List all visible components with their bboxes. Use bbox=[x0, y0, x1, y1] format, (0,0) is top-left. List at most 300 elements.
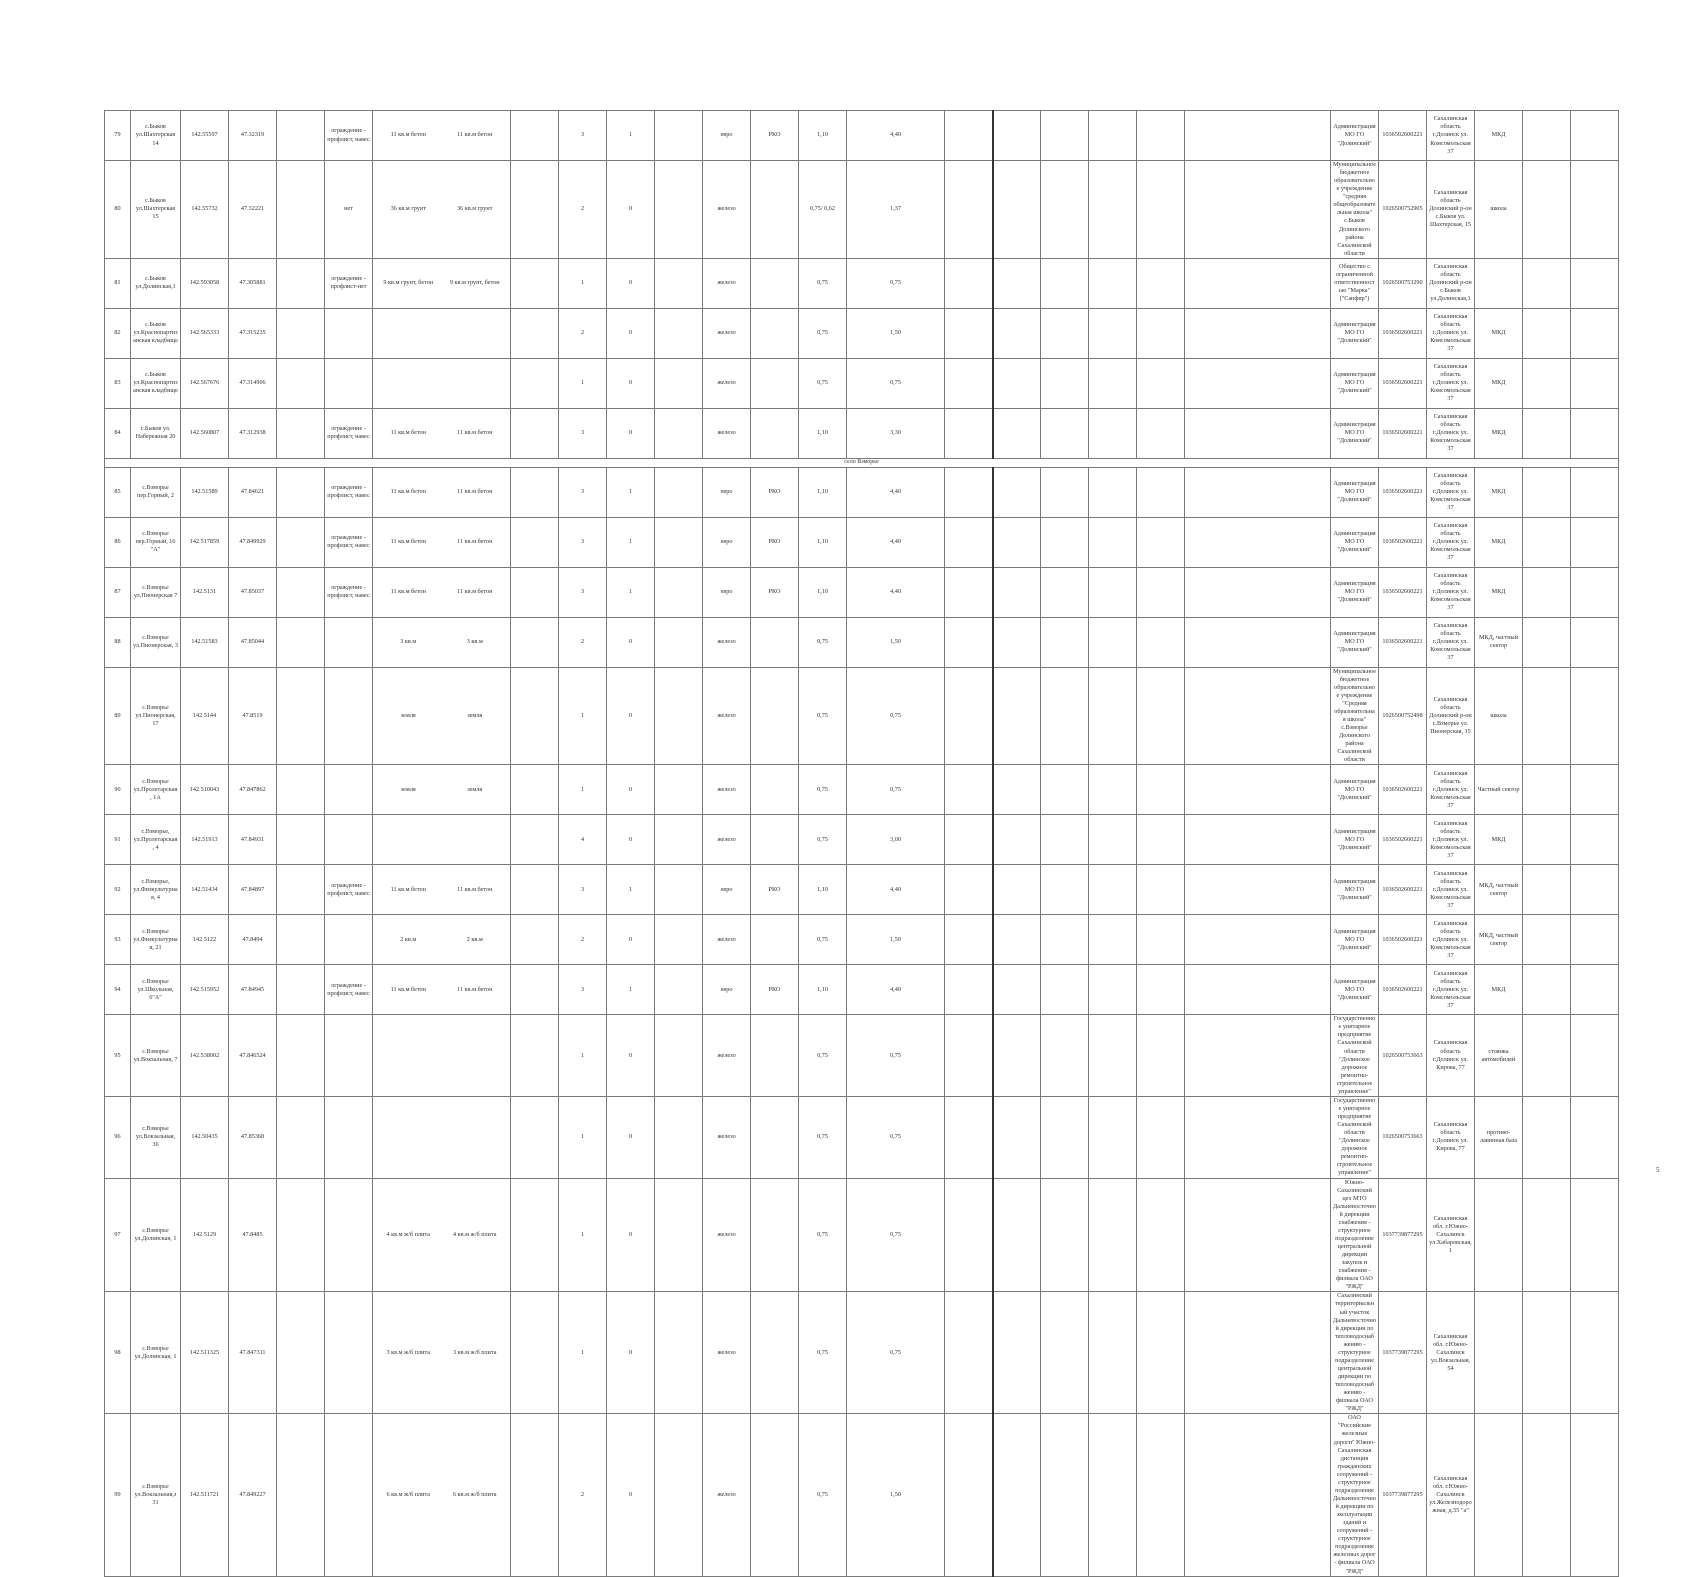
cell-empty-1 bbox=[277, 567, 325, 617]
cell-ogrn: 1036502600221 bbox=[1379, 765, 1427, 815]
cell-empty-9 bbox=[1185, 567, 1331, 617]
cell-fence bbox=[325, 308, 373, 358]
cell-volume: 0,75 bbox=[799, 1292, 847, 1414]
cell-fence: нет bbox=[325, 161, 373, 259]
cell-surface-value: 11 кв.м бетон bbox=[390, 588, 426, 596]
cell-empty-6 bbox=[1041, 815, 1089, 865]
cell-empty-10 bbox=[1523, 1178, 1571, 1292]
cell-material bbox=[751, 667, 799, 765]
cell-volume: 1,10 bbox=[799, 111, 847, 161]
cell-source: МКД bbox=[1475, 111, 1523, 161]
cell-empty-5 bbox=[993, 517, 1041, 567]
cell-empty-1 bbox=[277, 358, 325, 408]
cell-ogrn: 1026500753663 bbox=[1379, 1015, 1427, 1097]
cell-count-b: 0 bbox=[607, 1015, 655, 1097]
cell-volume: 0,75 bbox=[799, 1178, 847, 1292]
cell-container: евро bbox=[703, 517, 751, 567]
cell-fence bbox=[325, 1096, 373, 1178]
section-row bbox=[105, 458, 1619, 467]
cell-ogrn: 1037739877295 bbox=[1379, 1414, 1427, 1576]
cell-empty-4 bbox=[945, 467, 993, 517]
cell-ogrn: 1036502600221 bbox=[1379, 358, 1427, 408]
cell-address: с.Взморье ул.Пионерская, 17 bbox=[131, 667, 181, 765]
cell-area-value: 36 кв.м грунт bbox=[457, 205, 493, 213]
cell-empty-8 bbox=[1137, 258, 1185, 308]
cell-owner: Администрация МО ГО "Долинский" bbox=[1331, 617, 1379, 667]
cell-num: 87 bbox=[105, 567, 131, 617]
cell-empty-3 bbox=[655, 617, 703, 667]
cell-empty-1 bbox=[277, 467, 325, 517]
cell-empty-1 bbox=[277, 815, 325, 865]
cell-volume: 1,10 bbox=[799, 865, 847, 915]
cell-empty-1 bbox=[277, 1292, 325, 1414]
cell-address: с.Быков ул.Краснопартизанская кладбище bbox=[131, 308, 181, 358]
cell-count-b: 0 bbox=[607, 161, 655, 259]
cell-lat: 47.8519 bbox=[229, 667, 277, 765]
cell-empty-2 bbox=[511, 567, 559, 617]
cell-lat: 47.8485 bbox=[229, 1178, 277, 1292]
table-row bbox=[105, 1178, 1619, 1292]
cell-fence bbox=[325, 1015, 373, 1097]
cell-container: железо bbox=[703, 1292, 751, 1414]
cell-empty-11 bbox=[1571, 467, 1619, 517]
cell-empty-1 bbox=[277, 915, 325, 965]
cell-owner: ОАО "Российские железные дороги" Южно-Сахалинская дистанция гражданских сооружений - структурное подразделение Дальневосточной дирекции по эксплуатации зданий и сооружений - структурное подразделение железных дорог - филиала ОАО "РЖД" bbox=[1331, 1414, 1379, 1576]
cell-empty-9 bbox=[1185, 667, 1331, 765]
cell-material: РКО bbox=[751, 567, 799, 617]
cell-empty-3 bbox=[655, 765, 703, 815]
cell-fence bbox=[325, 358, 373, 408]
cell-empty-7 bbox=[1089, 1414, 1137, 1576]
cell-empty-11 bbox=[1571, 915, 1619, 965]
cell-owner-address: Сахалинская область Долинский р-он с.Взморье ул. Пионерская, 15 bbox=[1427, 667, 1475, 765]
cell-empty-7 bbox=[1089, 517, 1137, 567]
cell-empty-9 bbox=[1185, 1414, 1331, 1576]
cell-container: евро bbox=[703, 965, 751, 1015]
cell-surface-value: 2 кв.м bbox=[400, 935, 417, 943]
cell-empty-6 bbox=[1041, 1015, 1089, 1097]
cell-owner-address: Сахалинская область г.Долинск ул. Комсомольская 37 bbox=[1427, 308, 1475, 358]
cell-empty-8 bbox=[1137, 358, 1185, 408]
cell-empty-5 bbox=[993, 111, 1041, 161]
cell-empty-2 bbox=[511, 865, 559, 915]
cell-surface bbox=[373, 408, 511, 458]
cell-container: железо bbox=[703, 915, 751, 965]
cell-volume: 0,75 bbox=[799, 915, 847, 965]
cell-owner: Администрация МО ГО "Долинский" bbox=[1331, 308, 1379, 358]
cell-material bbox=[751, 308, 799, 358]
cell-empty-7 bbox=[1089, 308, 1137, 358]
cell-fence: ограждение - профлист, навес bbox=[325, 111, 373, 161]
cell-empty-2 bbox=[511, 517, 559, 567]
cell-source bbox=[1475, 1292, 1523, 1414]
cell-lat: 47.85044 bbox=[229, 617, 277, 667]
table-row bbox=[105, 1015, 1619, 1097]
cell-ogrn: 1036502600221 bbox=[1379, 815, 1427, 865]
cell-empty-10 bbox=[1523, 667, 1571, 765]
cell-count-a: 3 bbox=[559, 408, 607, 458]
cell-total: 0,75 bbox=[847, 765, 945, 815]
cell-fence bbox=[325, 1414, 373, 1576]
cell-address: с.Взморье ул.Пионерская 7 bbox=[131, 567, 181, 617]
cell-empty-6 bbox=[1041, 358, 1089, 408]
cell-count-a: 1 bbox=[559, 1096, 607, 1178]
cell-fence: ограждение - профлист, навес bbox=[325, 467, 373, 517]
cell-address: с.Взморье ул.Вокзальная, 7 bbox=[131, 1015, 181, 1097]
cell-empty-1 bbox=[277, 865, 325, 915]
cell-empty-11 bbox=[1571, 161, 1619, 259]
cell-area-value: 11 кв.м бетон bbox=[457, 538, 493, 546]
cell-owner: Администрация МО ГО "Долинский" bbox=[1331, 358, 1379, 408]
cell-empty-8 bbox=[1137, 111, 1185, 161]
cell-empty-4 bbox=[945, 111, 993, 161]
cell-empty-11 bbox=[1571, 111, 1619, 161]
cell-count-a: 2 bbox=[559, 915, 607, 965]
cell-empty-6 bbox=[1041, 408, 1089, 458]
cell-empty-6 bbox=[1041, 1096, 1089, 1178]
cell-lon: 142.55732 bbox=[181, 161, 229, 259]
cell-empty-5 bbox=[993, 815, 1041, 865]
cell-container: железо bbox=[703, 308, 751, 358]
cell-owner-address: Сахалинская область г.Долинск ул. Комсомольская 37 bbox=[1427, 467, 1475, 517]
cell-fence: ограждение - профлист, навес bbox=[325, 408, 373, 458]
cell-empty-3 bbox=[655, 1015, 703, 1097]
cell-empty-7 bbox=[1089, 617, 1137, 667]
cell-surface bbox=[373, 467, 511, 517]
cell-owner: Администрация МО ГО "Долинский" bbox=[1331, 408, 1379, 458]
cell-empty-6 bbox=[1041, 258, 1089, 308]
cell-empty-10 bbox=[1523, 765, 1571, 815]
cell-empty-9 bbox=[1185, 358, 1331, 408]
cell-owner: Муниципальное бюджетное образовательное учреждение "Средняя образовательная школа" с.Взморье Долинского района Сахалинской области bbox=[1331, 667, 1379, 765]
cell-source: МКД, частный сектор bbox=[1475, 915, 1523, 965]
cell-num: 97 bbox=[105, 1178, 131, 1292]
cell-surface-value: 11 кв.м бетон bbox=[390, 429, 426, 437]
cell-surface bbox=[373, 815, 511, 865]
cell-count-a: 3 bbox=[559, 567, 607, 617]
cell-count-b: 1 bbox=[607, 567, 655, 617]
cell-volume: 0,75 bbox=[799, 1414, 847, 1576]
cell-surface bbox=[373, 1015, 511, 1097]
cell-lat: 47.84945 bbox=[229, 965, 277, 1015]
cell-fence bbox=[325, 815, 373, 865]
cell-lat: 47.846524 bbox=[229, 1015, 277, 1097]
cell-total: 1,37 bbox=[847, 161, 945, 259]
cell-empty-9 bbox=[1185, 617, 1331, 667]
cell-volume: 0,75 bbox=[799, 1015, 847, 1097]
cell-empty-6 bbox=[1041, 865, 1089, 915]
table-row bbox=[105, 1292, 1619, 1414]
cell-volume: 1,10 bbox=[799, 965, 847, 1015]
section-label: село Взморье bbox=[105, 458, 1619, 467]
cell-empty-4 bbox=[945, 815, 993, 865]
cell-lon: 142.567676 bbox=[181, 358, 229, 408]
cell-empty-10 bbox=[1523, 567, 1571, 617]
cell-empty-2 bbox=[511, 308, 559, 358]
table-row bbox=[105, 865, 1619, 915]
cell-container: железо bbox=[703, 408, 751, 458]
cell-address: с.Взморье ул.Школьная, 6"А" bbox=[131, 965, 181, 1015]
cell-lon: 142.5144 bbox=[181, 667, 229, 765]
cell-source: МКД bbox=[1475, 815, 1523, 865]
cell-empty-10 bbox=[1523, 308, 1571, 358]
cell-owner: Администрация МО ГО "Долинский" bbox=[1331, 111, 1379, 161]
cell-empty-5 bbox=[993, 408, 1041, 458]
cell-empty-11 bbox=[1571, 617, 1619, 667]
cell-num: 80 bbox=[105, 161, 131, 259]
cell-volume: 1,10 bbox=[799, 408, 847, 458]
cell-total: 1,50 bbox=[847, 617, 945, 667]
cell-area-value: 3 кв.м bbox=[466, 638, 483, 646]
cell-volume: 1,10 bbox=[799, 467, 847, 517]
cell-empty-4 bbox=[945, 915, 993, 965]
cell-empty-7 bbox=[1089, 815, 1137, 865]
cell-volume: 0,75 bbox=[799, 667, 847, 765]
cell-count-b: 1 bbox=[607, 467, 655, 517]
cell-empty-7 bbox=[1089, 1096, 1137, 1178]
cell-surface bbox=[373, 865, 511, 915]
cell-total: 0,75 bbox=[847, 258, 945, 308]
cell-empty-9 bbox=[1185, 965, 1331, 1015]
table-row bbox=[105, 1414, 1619, 1576]
cell-lat: 47.84621 bbox=[229, 467, 277, 517]
cell-count-b: 0 bbox=[607, 408, 655, 458]
cell-count-b: 0 bbox=[607, 617, 655, 667]
cell-container: евро bbox=[703, 111, 751, 161]
cell-empty-7 bbox=[1089, 965, 1137, 1015]
cell-material: РКО bbox=[751, 467, 799, 517]
cell-empty-5 bbox=[993, 1015, 1041, 1097]
cell-empty-7 bbox=[1089, 1015, 1137, 1097]
cell-lat: 47.8494 bbox=[229, 915, 277, 965]
cell-empty-1 bbox=[277, 617, 325, 667]
cell-fence: ограждение - профлист, навес bbox=[325, 965, 373, 1015]
table-row bbox=[105, 617, 1619, 667]
cell-owner-address: Сахалинская область г.Долинск ул. Комсомольская 37 bbox=[1427, 517, 1475, 567]
cell-ogrn: 1036502600221 bbox=[1379, 517, 1427, 567]
cell-address: с.Взморье пер.Горный, 2 bbox=[131, 467, 181, 517]
cell-empty-3 bbox=[655, 667, 703, 765]
cell-material: РКО bbox=[751, 865, 799, 915]
cell-empty-9 bbox=[1185, 815, 1331, 865]
cell-count-a: 3 bbox=[559, 467, 607, 517]
cell-container: евро bbox=[703, 865, 751, 915]
cell-count-b: 0 bbox=[607, 258, 655, 308]
cell-empty-6 bbox=[1041, 1178, 1089, 1292]
cell-surface-value: 9 кв.м грунт, бетон bbox=[383, 279, 434, 287]
cell-surface bbox=[373, 308, 511, 358]
cell-empty-11 bbox=[1571, 308, 1619, 358]
cell-empty-7 bbox=[1089, 408, 1137, 458]
cell-empty-9 bbox=[1185, 915, 1331, 965]
cell-total: 4,40 bbox=[847, 567, 945, 617]
cell-empty-11 bbox=[1571, 1178, 1619, 1292]
cell-ogrn: 1026500752498 bbox=[1379, 667, 1427, 765]
cell-owner: Сахалинский территориальный участок Дальневосточной дирекции по тепловодоснабжению - структурное подразделение центральной дирекции по тепловодоснабжению - филиала ОАО "РЖД" bbox=[1331, 1292, 1379, 1414]
cell-empty-3 bbox=[655, 517, 703, 567]
cell-total: 4,40 bbox=[847, 467, 945, 517]
cell-empty-3 bbox=[655, 567, 703, 617]
cell-material bbox=[751, 765, 799, 815]
cell-surface-value: земля bbox=[400, 785, 416, 793]
cell-empty-9 bbox=[1185, 517, 1331, 567]
cell-empty-10 bbox=[1523, 617, 1571, 667]
cell-empty-2 bbox=[511, 965, 559, 1015]
cell-owner-address: Сахалинская область г.Долинск ул. Комсомольская 37 bbox=[1427, 358, 1475, 408]
cell-material bbox=[751, 258, 799, 308]
cell-empty-1 bbox=[277, 258, 325, 308]
cell-empty-5 bbox=[993, 1178, 1041, 1292]
table-row bbox=[105, 111, 1619, 161]
cell-num: 82 bbox=[105, 308, 131, 358]
waste-sites-table bbox=[104, 110, 1619, 1577]
cell-surface bbox=[373, 617, 511, 667]
cell-empty-6 bbox=[1041, 617, 1089, 667]
cell-address: с.Взморье ул.Пролетарская, 1А bbox=[131, 765, 181, 815]
cell-empty-11 bbox=[1571, 1096, 1619, 1178]
cell-owner-address: Сахалинская область Долинский р-он с.Быков ул. Шахтерская, 15 bbox=[1427, 161, 1475, 259]
cell-empty-3 bbox=[655, 865, 703, 915]
cell-empty-4 bbox=[945, 517, 993, 567]
cell-empty-8 bbox=[1137, 865, 1185, 915]
cell-empty-11 bbox=[1571, 258, 1619, 308]
cell-empty-9 bbox=[1185, 308, 1331, 358]
cell-lon: 142.593058 bbox=[181, 258, 229, 308]
cell-source: МКД bbox=[1475, 408, 1523, 458]
cell-empty-5 bbox=[993, 667, 1041, 765]
cell-material bbox=[751, 408, 799, 458]
cell-owner-address: Сахалинская область г.Долинск ул. Комсомольская 37 bbox=[1427, 865, 1475, 915]
cell-empty-3 bbox=[655, 408, 703, 458]
cell-address: с.Взморье ул.Пионерская, 3 bbox=[131, 617, 181, 667]
cell-empty-4 bbox=[945, 765, 993, 815]
cell-empty-2 bbox=[511, 111, 559, 161]
cell-container: железо bbox=[703, 358, 751, 408]
cell-empty-5 bbox=[993, 258, 1041, 308]
cell-empty-4 bbox=[945, 1292, 993, 1414]
cell-area-value: 3 кв.м ж/б плита bbox=[452, 1348, 497, 1356]
cell-count-a: 1 bbox=[559, 258, 607, 308]
cell-num: 95 bbox=[105, 1015, 131, 1097]
cell-empty-8 bbox=[1137, 1015, 1185, 1097]
cell-lon: 142.5131 bbox=[181, 567, 229, 617]
cell-area-value: 11 кв.м бетон bbox=[457, 985, 493, 993]
cell-empty-2 bbox=[511, 467, 559, 517]
cell-empty-5 bbox=[993, 1414, 1041, 1576]
cell-owner-address: Сахалинская область г.Долинск ул. Комсомольская 37 bbox=[1427, 815, 1475, 865]
cell-empty-10 bbox=[1523, 1096, 1571, 1178]
cell-source: школа bbox=[1475, 667, 1523, 765]
cell-owner-address: Сахалинская область г.Долинск ул. Комсомольская 37 bbox=[1427, 915, 1475, 965]
cell-owner-address: Сахалинская область г.Долинск ул. Комсомольская 37 bbox=[1427, 765, 1475, 815]
cell-empty-4 bbox=[945, 408, 993, 458]
cell-num: 96 bbox=[105, 1096, 131, 1178]
cell-owner: Южно-Сахалинский цех МТО Дальневосточной дирекции снабжения - структурное подразделение центральной дирекции закупок и снабжения - филиала ОАО "РЖД" bbox=[1331, 1178, 1379, 1292]
cell-empty-9 bbox=[1185, 467, 1331, 517]
cell-num: 94 bbox=[105, 965, 131, 1015]
cell-fence: ограждение - профлист, навес bbox=[325, 517, 373, 567]
cell-total: 4,40 bbox=[847, 965, 945, 1015]
cell-num: 79 bbox=[105, 111, 131, 161]
cell-empty-5 bbox=[993, 161, 1041, 259]
cell-empty-8 bbox=[1137, 467, 1185, 517]
cell-empty-7 bbox=[1089, 1292, 1137, 1414]
cell-count-a: 3 bbox=[559, 111, 607, 161]
cell-ogrn: 1036502600221 bbox=[1379, 111, 1427, 161]
cell-lat: 47.847862 bbox=[229, 765, 277, 815]
cell-address: с.Взморье ул.Долинская, 1 bbox=[131, 1292, 181, 1414]
cell-surface-value: земля bbox=[400, 711, 416, 719]
cell-material bbox=[751, 1015, 799, 1097]
cell-empty-11 bbox=[1571, 965, 1619, 1015]
cell-empty-2 bbox=[511, 1015, 559, 1097]
cell-owner-address: Сахалинская область г.Долинск ул. Комсомольская 37 bbox=[1427, 408, 1475, 458]
cell-empty-1 bbox=[277, 517, 325, 567]
cell-empty-9 bbox=[1185, 161, 1331, 259]
cell-empty-2 bbox=[511, 1292, 559, 1414]
cell-count-a: 4 bbox=[559, 815, 607, 865]
cell-empty-5 bbox=[993, 567, 1041, 617]
cell-source: противо-лавинная база bbox=[1475, 1096, 1523, 1178]
cell-lon: 142.538002 bbox=[181, 1015, 229, 1097]
cell-surface-value: 36 кв.м грунт bbox=[390, 205, 426, 213]
cell-count-a: 2 bbox=[559, 1414, 607, 1576]
cell-lon: 142.51913 bbox=[181, 815, 229, 865]
cell-empty-1 bbox=[277, 161, 325, 259]
cell-empty-7 bbox=[1089, 161, 1137, 259]
cell-empty-10 bbox=[1523, 965, 1571, 1015]
cell-surface bbox=[373, 1292, 511, 1414]
table-row bbox=[105, 965, 1619, 1015]
cell-material: РКО bbox=[751, 517, 799, 567]
cell-empty-2 bbox=[511, 1414, 559, 1576]
cell-surface bbox=[373, 258, 511, 308]
cell-empty-6 bbox=[1041, 567, 1089, 617]
cell-surface bbox=[373, 567, 511, 617]
cell-empty-6 bbox=[1041, 667, 1089, 765]
cell-container: евро bbox=[703, 467, 751, 517]
cell-fence bbox=[325, 915, 373, 965]
cell-count-b: 0 bbox=[607, 1178, 655, 1292]
cell-empty-3 bbox=[655, 308, 703, 358]
cell-empty-6 bbox=[1041, 1414, 1089, 1576]
cell-material bbox=[751, 617, 799, 667]
table-row bbox=[105, 567, 1619, 617]
cell-owner-address: Сахалинская область г.Долинск ул. Кирова, 77 bbox=[1427, 1096, 1475, 1178]
cell-count-b: 0 bbox=[607, 667, 655, 765]
cell-ogrn: 1026500753663 bbox=[1379, 1096, 1427, 1178]
cell-source: МКД bbox=[1475, 467, 1523, 517]
cell-count-a: 2 bbox=[559, 617, 607, 667]
cell-empty-9 bbox=[1185, 1292, 1331, 1414]
cell-num: 89 bbox=[105, 667, 131, 765]
cell-empty-7 bbox=[1089, 467, 1137, 517]
cell-empty-10 bbox=[1523, 258, 1571, 308]
cell-count-a: 2 bbox=[559, 308, 607, 358]
cell-empty-8 bbox=[1137, 965, 1185, 1015]
cell-source: МКД, частный сектор bbox=[1475, 865, 1523, 915]
cell-empty-10 bbox=[1523, 358, 1571, 408]
cell-ogrn: 1036502600221 bbox=[1379, 865, 1427, 915]
cell-owner-address: Сахалинская обл. г.Южно-Сахалинск ул.Железнодорожная, д.55 "а" bbox=[1427, 1414, 1475, 1576]
cell-count-b: 0 bbox=[607, 308, 655, 358]
cell-address: с.Быков ул.Шахтерская 14 bbox=[131, 111, 181, 161]
cell-empty-2 bbox=[511, 258, 559, 308]
cell-count-b: 0 bbox=[607, 915, 655, 965]
cell-container: железо bbox=[703, 1178, 751, 1292]
cell-num: 85 bbox=[105, 467, 131, 517]
cell-area-value: 11 кв.м бетон bbox=[457, 885, 493, 893]
